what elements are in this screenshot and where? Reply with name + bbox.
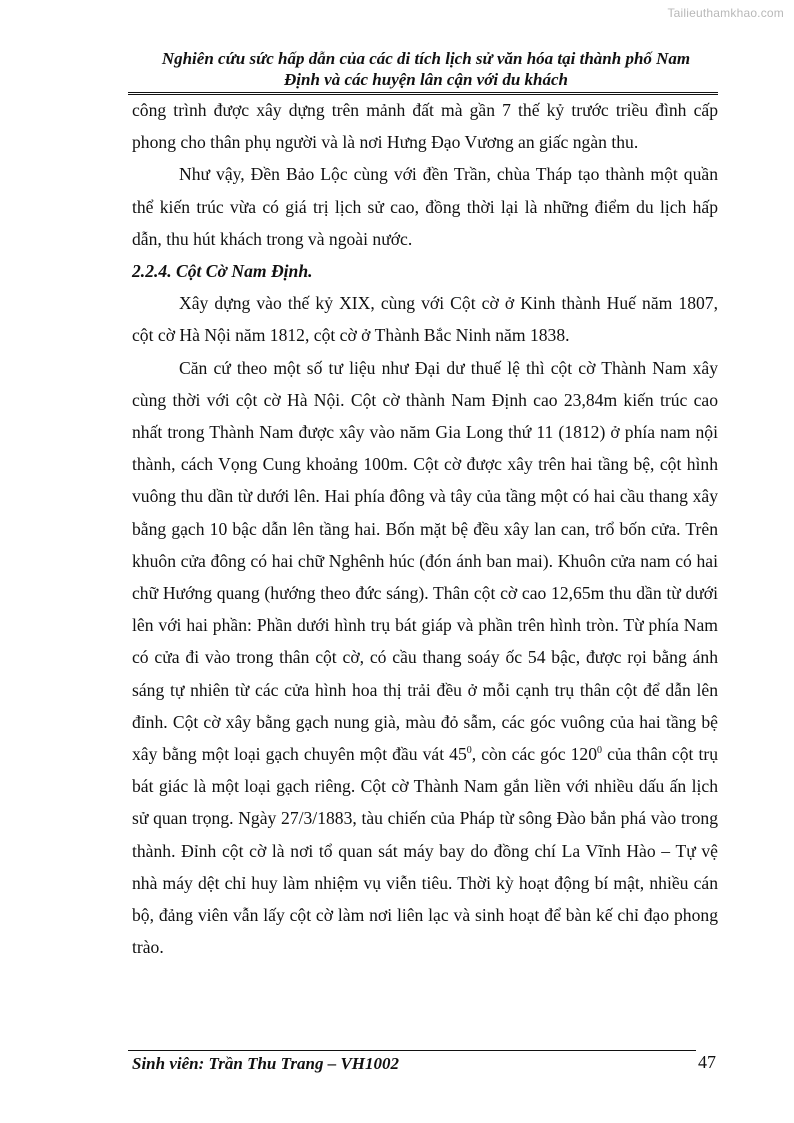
description-part-1: Căn cứ theo một số tư liệu như Đại dư thuế lệ thì cột cờ Thành Nam xây cùng thời với cột cờ Hà Nội. Cột cờ thành Nam Định cao 23,84m kiến trúc cao nhất trong Thành Nam được xây vào năm Gia Long thứ 11 (1812) ở phía nam nội thành, cách Vọng Cung khoảng 100m. Cột cờ được xây trên hai tầng bệ, cột hình vuông thu dần từ dưới lên. Hai phía đông và tây của tầng một có hai cầu thang xây bằng gạch 10 bậc dẫn lên tầng hai. Bốn mặt bệ đều xây lan can, trổ bốn cửa. Trên khuôn cửa đông có hai chữ Nghênh húc (đón ánh ban mai). Khuôn cửa nam có hai chữ Hướng quang (hướng theo đức sáng). Thân cột cờ cao 12,65m thu dần từ dưới lên với hai phần: Phần dưới hình trụ bát giáp và phần trên hình tròn. Từ phía Nam có cửa đi vào trong thân cột cờ, có cầu thang soáy ốc 54 bậc, được rọi bằng ánh sáng tự nhiên từ các cửa hình hoa thị trải đều ở mỗi cạnh trụ thân cột để dẫn lên đỉnh. Cột cờ xây bằng gạch nung già, màu đỏ sẫm, các góc vuông của hai tầng bệ xây bằng một loại gạch chuyên một đầu vát 45 — [132, 357, 718, 765]
footer-student-name: Sinh viên: Trần Thu Trang – VH1002 — [132, 1054, 400, 1073]
footer-divider — [128, 1050, 696, 1051]
paragraph-bao-loc-summary: Như vậy, Đền Bảo Lộc cùng với đền Trần, chùa Tháp tạo thành một quần thể kiến trúc vừa có giá trị lịch sử cao, đồng thời lại là những điểm du lịch hấp dẫn, thu hút khách trong và ngoài nước. — [132, 164, 718, 249]
running-header — [128, 48, 724, 90]
description-part-3: của thân cột trụ bát giác là một loại gạch riêng. Cột cờ Thành Nam gắn liền với nhiều dấu ấn lịch sử quan trọng. Ngày 27/3/1883, tàu chiến của Pháp từ sông Đào bắn phá vào trong thành. Đỉnh cột cờ là nơi tổ quan sát máy bay do đồng chí La Vĩnh Hào – Tự vệ nhà máy dệt chỉ huy làm nhiệm vụ viễn tiêu. Thời kỳ hoạt động bí mật, nhiều cán bộ, đảng viên vẫn lấy cột cờ làm nơi liên lạc và sinh hoạt để bàn kế chỉ đạo phong trào. — [132, 744, 718, 958]
watermark-text: Tailieuthamkhao.com — [667, 6, 784, 20]
paragraph-continued: công trình được xây dựng trên mảnh đất mà gần 7 thế kỷ trước triều đình cấp phong cho thân phụ người và là nơi Hưng Đạo Vương an giấc ngàn thu. — [132, 100, 718, 153]
paragraph-construction-history: Xây dựng vào thế kỷ XIX, cùng với Cột cờ ở Kinh thành Huế năm 1807, cột cờ Hà Nội năm 1812, cột cờ ở Thành Bắc Ninh năm 1838. — [132, 293, 718, 346]
degree-superscript-1: 0 — [466, 745, 472, 757]
paragraph-cot-co-description — [132, 352, 718, 964]
page-body — [132, 94, 718, 963]
section-heading-cot-co: 2.2.4. Cột Cờ Nam Định. — [132, 261, 313, 282]
header-title-line-2: Định và các huyện lân cận với du khách — [284, 70, 568, 89]
degree-superscript-2: 0 — [597, 745, 603, 757]
description-part-2: , còn các góc 120 — [471, 744, 598, 765]
page-number: 47 — [698, 1052, 716, 1072]
header-title-line-1: Nghiên cứu sức hấp dẫn của các di tích lịch sử văn hóa tại thành phố Nam — [161, 49, 691, 68]
